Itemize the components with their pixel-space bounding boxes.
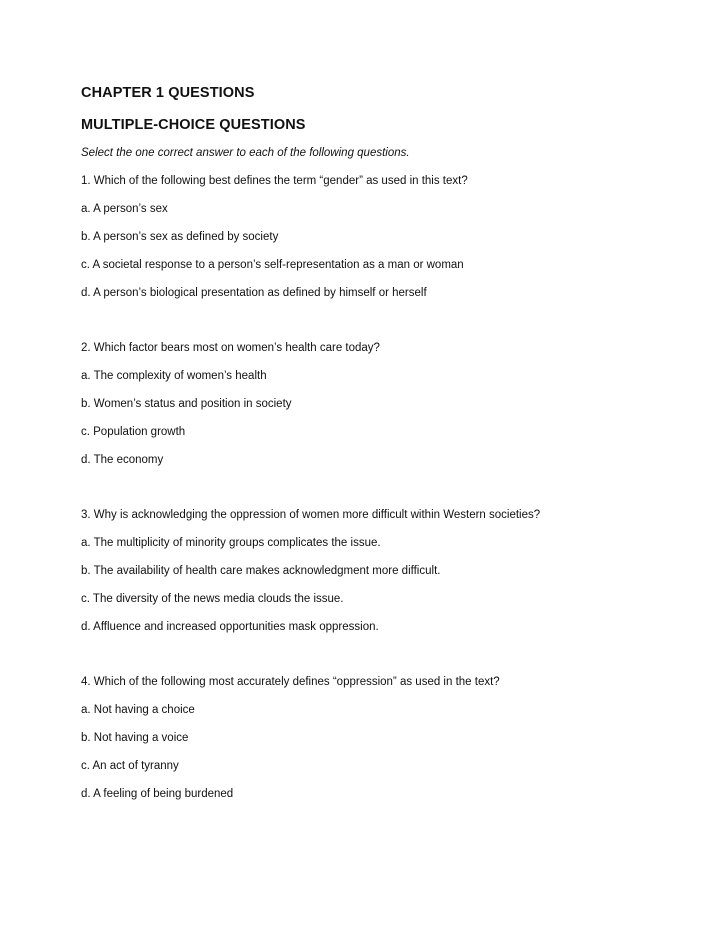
question-1 <box>81 173 701 301</box>
answer-option-b: b. A person’s sex as defined by society <box>81 231 279 243</box>
question-3 <box>81 507 701 635</box>
question-stem: 3. Why is acknowledging the oppression of women more difficult within Western societies? <box>81 509 541 521</box>
section-title: MULTIPLE-CHOICE QUESTIONS <box>81 117 306 133</box>
answer-option-a: a. A person’s sex <box>81 203 168 215</box>
chapter-title: CHAPTER 1 QUESTIONS <box>81 85 255 101</box>
question-stem: 4. Which of the following most accurately defines “oppression” as used in the text? <box>81 676 500 688</box>
answer-option-a: a. Not having a choice <box>81 704 195 716</box>
answer-option-b: b. The availability of health care makes acknowledgment more difficult. <box>81 565 441 577</box>
answer-option-c: c. Population growth <box>81 426 186 438</box>
answer-option-b: b. Not having a voice <box>81 732 189 744</box>
answer-option-d: d. Affluence and increased opportunities mask oppression. <box>81 621 379 633</box>
answer-option-d: d. A feeling of being burdened <box>81 788 234 800</box>
question-stem: 2. Which factor bears most on women’s health care today? <box>81 342 380 354</box>
document-page <box>81 83 701 802</box>
answer-option-d: d. The economy <box>81 454 164 466</box>
instructions: Select the one correct answer to each of the following questions. <box>81 147 410 159</box>
answer-option-c: c. The diversity of the news media clouds the issue. <box>81 593 344 605</box>
answer-option-c: c. A societal response to a person’s self-representation as a man or woman <box>81 259 464 271</box>
question-2 <box>81 340 701 468</box>
answer-option-a: a. The multiplicity of minority groups complicates the issue. <box>81 537 381 549</box>
answer-option-d: d. A person’s biological presentation as defined by himself or herself <box>81 287 427 299</box>
question-4 <box>81 674 701 802</box>
answer-option-c: c. An act of tyranny <box>81 760 179 772</box>
question-stem: 1. Which of the following best defines the term “gender” as used in this text? <box>81 175 468 187</box>
answer-option-b: b. Women’s status and position in society <box>81 398 292 410</box>
answer-option-a: a. The complexity of women’s health <box>81 370 267 382</box>
